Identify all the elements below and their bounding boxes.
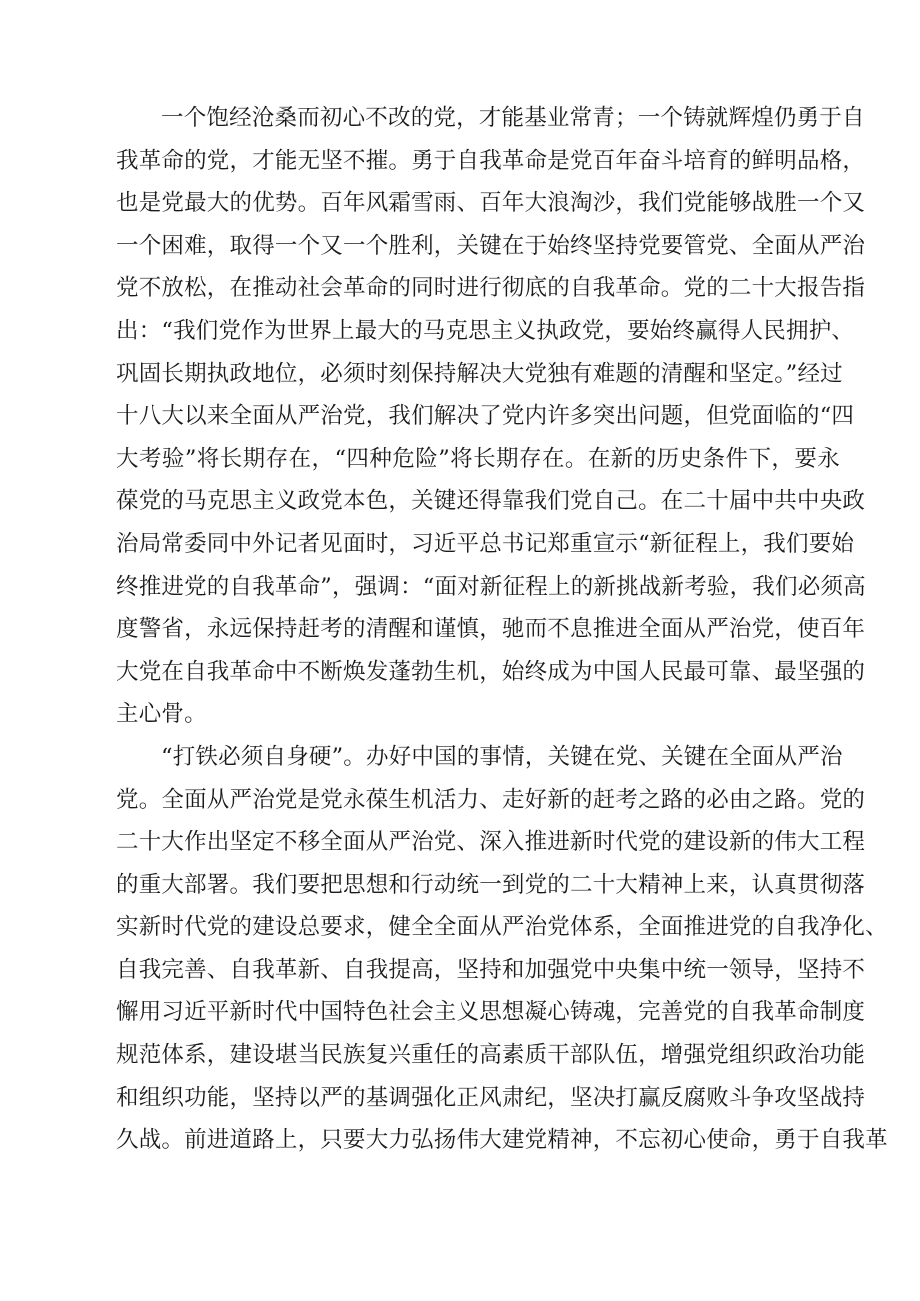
text-line: 治局常委同中外记者见面时，习近平总书记郑重宣示“新征程上，我们要始 (116, 530, 855, 557)
text-line: 党不放松，在推动社会革命的同时进行彻底的自我革命。党的二十大报告指 (116, 275, 866, 302)
text-line: 一个饱经沧桑而初心不改的党，才能基业常青；一个铸就辉煌仍勇于自 (161, 105, 865, 131)
text-line: 的重大部署。我们要把思想和行动统一到党的二十大精神上来，认真贯彻落 (116, 871, 866, 898)
text-line: 规范体系，建设堪当民族复兴重任的高素质干部队伍，增强党组织政治功能 (116, 1042, 866, 1069)
text-line: 主心骨。 (116, 701, 207, 728)
text-line: 葆党的马克思主义政党本色，关键还得靠我们党自己。在二十届中共中央政 (116, 488, 866, 515)
text-line: 大考验”将长期存在，“四种危险”将长期存在。在新的历史条件下，要永 (116, 445, 840, 472)
text-line: 度警省，永远保持赶考的清醒和谨慎，驰而不息推进全面从严治党，使百年 (116, 616, 866, 643)
text-line: 我革命的党，才能无坚不摧。勇于自我革命是党百年奋斗培育的鲜明品格， (116, 147, 866, 174)
text-line: 党。全面从严治党是党永葆生机活力、走好新的赶考之路的必由之路。党的 (116, 786, 866, 813)
text-line: 也是党最大的优势。百年风霜雪雨、百年大浪淘沙，我们党能够战胜一个又 (116, 190, 866, 217)
text-line: 懈用习近平新时代中国特色社会主义思想凝心铸魂，完善党的自我革命制度 (116, 999, 866, 1026)
paragraph-2 (116, 736, 888, 1162)
text-line: 久战。前进道路上，只要大力弘扬伟大建党精神，不忘初心使命，勇于自我革 (116, 1127, 888, 1154)
text-line: “打铁必须自身硬”。办好中国的事情，关键在党、关键在全面从严治 (161, 743, 843, 770)
text-line: 实新时代党的建设总要求，健全全面从严治党体系，全面推进党的自我净化、 (116, 914, 888, 941)
text-line: 大党在自我革命中不断焕发蓬勃生机，始终成为中国人民最可靠、最坚强的 (116, 658, 866, 685)
document-body (116, 97, 888, 1162)
text-line: 出：“我们党作为世界上最大的马克思主义执政党，要始终赢得人民拥护、 (116, 317, 855, 344)
text-line: 二十大作出坚定不移全面从严治党、深入推进新时代党的建设新的伟大工程 (116, 829, 866, 856)
paragraph-1 (116, 97, 866, 736)
text-line: 巩固长期执政地位，必须时刻保持解决大党独有难题的清醒和坚定。”经过 (116, 360, 843, 387)
text-line: 十八大以来全面从严治党，我们解决了党内许多突出问题，但党面临的“四 (116, 403, 855, 430)
text-line: 和组织功能，坚持以严的基调强化正风肃纪，坚决打赢反腐败斗争攻坚战持 (116, 1084, 866, 1111)
text-line: 自我完善、自我革新、自我提高，坚持和加强党中央集中统一领导，坚持不 (116, 956, 866, 983)
text-line: 终推进党的自我革命”，强调：“面对新征程上的新挑战新考验，我们必须高 (116, 573, 866, 600)
text-line: 一个困难，取得一个又一个胜利，关键在于始终坚持党要管党、全面从严治 (116, 232, 866, 259)
